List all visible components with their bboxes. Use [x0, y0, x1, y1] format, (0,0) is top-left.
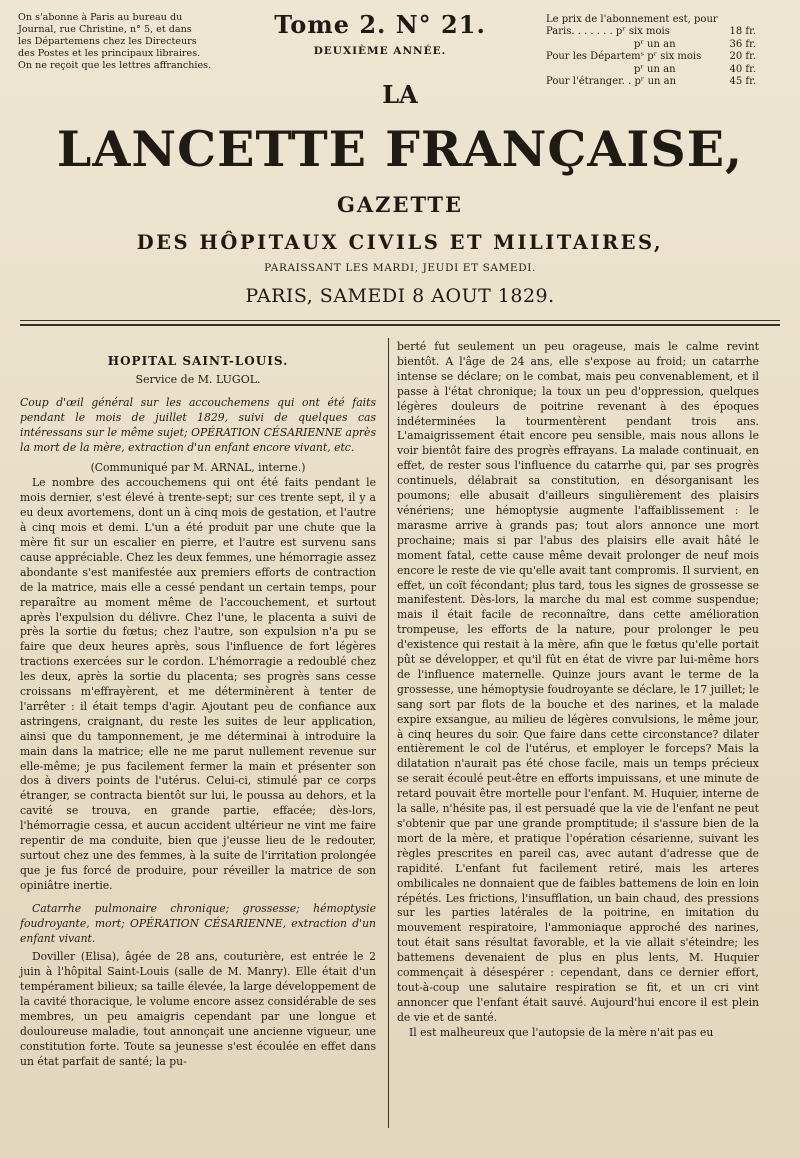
article-summary: Coup d'œil général sur les accouchemens qui ont été faits pendant le mois de juillet 1829, suivi de quelques cas intéressans sur le même sujet; OPÉRATION CÉSARIENNE après la mort de la mère, extraction d'un enfant encore vivant, etc. [20, 395, 376, 454]
column-divider [388, 338, 389, 1128]
subscription-info [18, 12, 218, 72]
subscribe-line: les Départemens chez les Directeurs [18, 36, 197, 47]
price-label: pʳ un an [634, 38, 676, 50]
price-row [546, 26, 756, 38]
volume-info [250, 10, 510, 57]
price-row [546, 39, 756, 51]
article-credit: (Communiqué par M. ARNAL, interne.) [90, 461, 306, 475]
price-label: Pour l'étranger. . pʳ un an [546, 76, 677, 88]
article-paragraph: berté fut seulement un peu orageuse, mais le calme revint bientôt. A l'âge de 24 ans, elle s'expose au froid; un catarrhe intense se déclare; on le combat, mais peu convenablement, et il passe à l'état chronique; la toux un peu d'oppression, quelques légères douleurs de poitrine revenant à des époques indéterminées la tourmentèrent pendant trois ans. L'amaigrissement était encore peu sensible, mais nous allons le voir bientôt faire des progrès effrayans. La malade continuait, en effet, de rester sous l'influence du catarrhe qui, par ses progrès continuels, délabrait sa constitution, en désorganisant les poumons; elle abusait d'ailleurs singulièrement des plaisirs vénériens; une hémoptysie augmente l'affaiblissement : le marasme arrive à grands pas; tout alors annonce une mort prochaine; mais si par l'abus des plaisirs elle avait hâté le moment fatal, cette cause même devait prolonger de neuf mois encore le reste de vie qu'elle avait tant compromis. Il survient, en effet, un coït fécondant; plus tard, tous les signes de grossesse se manifestent. Dès-lors, la marche du mal est comme suspendue; mais il était facile de reconnaître, dans cette amélioration trompeuse, les efforts de la nature, pour prolonger le peu d'existence qui restait à la mère, afin que le fœtus qu'elle portait pût se développer, et qu'il fût en état de vivre par lui-même hors de l'influence maternelle. Quinze jours avant le terme de la grossesse, une hémoptysie foudroyante se déclare, le 17 juillet; le sang sort par flots de la bouche et des narines, et la malade expire exsangue, au milieu de légères convulsions, le même jour, à cinq heures du soir. Que faire dans cette circonstance? dilater entièrement le col de l'utérus, et employer le forceps? Mais la dilatation n'aurait pas été chose facile, mais un temps précieux se serait écoulé peut-être en efforts impuissans, et une minute de retard pouvait être mortelle pour l'enfant. M. Huquier, interne de la salle, n'hésite pas, il est persuadé que la vie de l'enfant ne peut s'obtenir que par une grande promptitude; il s'assure bien de la mort de la mère, et pratique l'opération césarienne, suivant les règles prescrites en pareil cas, avec autant d'adresse que de rapidité. L'enfant fut facilement retiré, mais les arteres ombilicales ne donnaient que de faibles battemens de loin en loin répétés. Les frictions, l'insufflation, un bain chaud, des pressions sur les parties latérales de la poitrine, en imitation du mouvement respiratoire, l'ammoniaque approché des narines, tout était sans résultat favorable, et la vie allait s'éteindre; les battemens devenaient de plus en plus lents, M. Huquier commençait à désespérer : cependant, dans ce dernier effort, tout-à-coup une salutaire respiration se fit, et un cri vint annoncer que l'enfant était sauvé. Aujourd'hui encore il est plein de vie et de santé. [397, 340, 759, 1024]
price-value: 18 fr. [729, 26, 756, 38]
year-label: DEUXIÈME ANNÉE. [313, 45, 447, 57]
service-heading: Service de M. LUGOL. [135, 372, 261, 386]
article-paragraph: Doviller (Elisa), âgée de 28 ans, couturière, est entrée le 2 juin à l'hôpital Saint-Louis (salle de M. Manry). Elle était d'un tempérament bilieux; sa taille élevée, la large développement de la cavité thoracique, le volume encore assez considérable de ses membres, un peu amaigris cependant par une longue et douloureuse maladie, tout annonçait une ancienne vigueur, une constitution forte. Toute sa jeunesse s'est écoulée en effet dans un état parfait de santé; la pu- [20, 950, 376, 1068]
masthead-subtitle: DES HÔPITAUX CIVILS ET MILITAIRES, [136, 231, 664, 254]
dateline: PARIS, SAMEDI 8 AOUT 1829. [245, 285, 555, 307]
masthead-gazette: GAZETTE [336, 192, 464, 217]
price-info [546, 14, 756, 88]
subscribe-line: des Postes et les principaux libraires. [18, 48, 201, 59]
publication-days: PARAISSANT LES MARDI, JEUDI ET SAMEDI. [264, 262, 536, 274]
article-paragraph: Il est malheureux que l'autopsie de la mère n'ait pas eu [409, 1025, 714, 1039]
price-label: Pour les Départemˢ pʳ six mois [546, 51, 702, 63]
price-row [546, 64, 756, 76]
tome-number: Tome 2. N° 21. [274, 10, 486, 39]
price-value: 40 fr. [729, 63, 756, 75]
price-label: pʳ un an [634, 63, 676, 75]
price-value: 20 fr. [729, 51, 756, 63]
price-row [546, 51, 756, 63]
price-label: Paris. . . . . . . pʳ six mois [546, 26, 670, 38]
article-paragraph: Le nombre des accouchemens qui ont été faits pendant le mois dernier, s'est élevé à trente-sept; sur ces trente sept, il y a eu deux avortemens, dont un à cinq mois de gestation, et l'autre à cinq mois et demi. L'un a été produit par une chute que la mère fit sur un escalier en pierre, et l'autre est survenu sans cause appréciable. Chez les deux femmes, une hémorragie assez abondante s'est manifestée aux premiers efforts de contraction de la matrice, mais elle a cessé pendant un certain temps, pour reparaître au moment même de l'accouchement, et surtout après l'expulsion du délivre. Chez l'une, le placenta a suivi de près la sortie du fœtus; chez l'autre, son expulsion n'a pu se faire que deux heures après, sous l'influence de fort légères tractions exercées sur le cordon. L'hémorragie a redoublé chez les deux, après la sortie du placenta; ses progrès sans cesse croissans m'effrayèrent, et me déterminèrent à tenter de l'arrêter : il était temps d'agir. Ajoutant peu de confiance aux astringens, craignant, du reste les suites de leur application, ainsi que du tamponnement, je me déterminai à introduire la main dans la matrice; elle ne me parut nullement revenue sur elle-même; je pus facilement fermer la main et présenter son dos à divers points de l'utérus. Celui-ci, stimulé par ce corps étranger, se contracta bientôt sur lui, le poussa au dehors, et la cavité se trouva, en grande partie, effacée; dès-lors, l'hémorragie cessa, et aucun accident ultérieur ne vint me faire repentir de ma conduite, bien que j'eusse lieu de le redouter, surtout chez une des femmes, à la suite de l'irritation prolongée que je fus forcé de produire, pour réveiller la matrice de son opiniâtre inertie. [20, 476, 376, 892]
header-rule [20, 320, 780, 321]
section-heading: HOPITAL SAINT-LOUIS. [107, 354, 289, 368]
subscribe-line: On s'abonne à Paris au bureau du [18, 12, 183, 23]
subscribe-line: Journal, rue Christine, n° 5, et dans [18, 24, 192, 35]
column-left [20, 340, 376, 1070]
masthead-title: LANCETTE FRANÇAISE, [56, 120, 744, 178]
price-title: Le prix de l'abonnement est, pour [546, 14, 718, 25]
masthead-la: LA [382, 80, 418, 109]
price-value: 36 fr. [729, 38, 756, 50]
subscribe-line: On ne reçoit que les lettres affranchies. [18, 60, 212, 71]
price-value: 45 fr. [729, 76, 756, 88]
case-summary: Catarrhe pulmonaire chronique; grossesse; hémoptysie foudroyante, mort; OPÉRATION CÉSARIENNE, extraction d'un enfant vivant. [20, 901, 376, 945]
column-right [397, 340, 759, 1041]
header-rule-thick [20, 324, 780, 326]
